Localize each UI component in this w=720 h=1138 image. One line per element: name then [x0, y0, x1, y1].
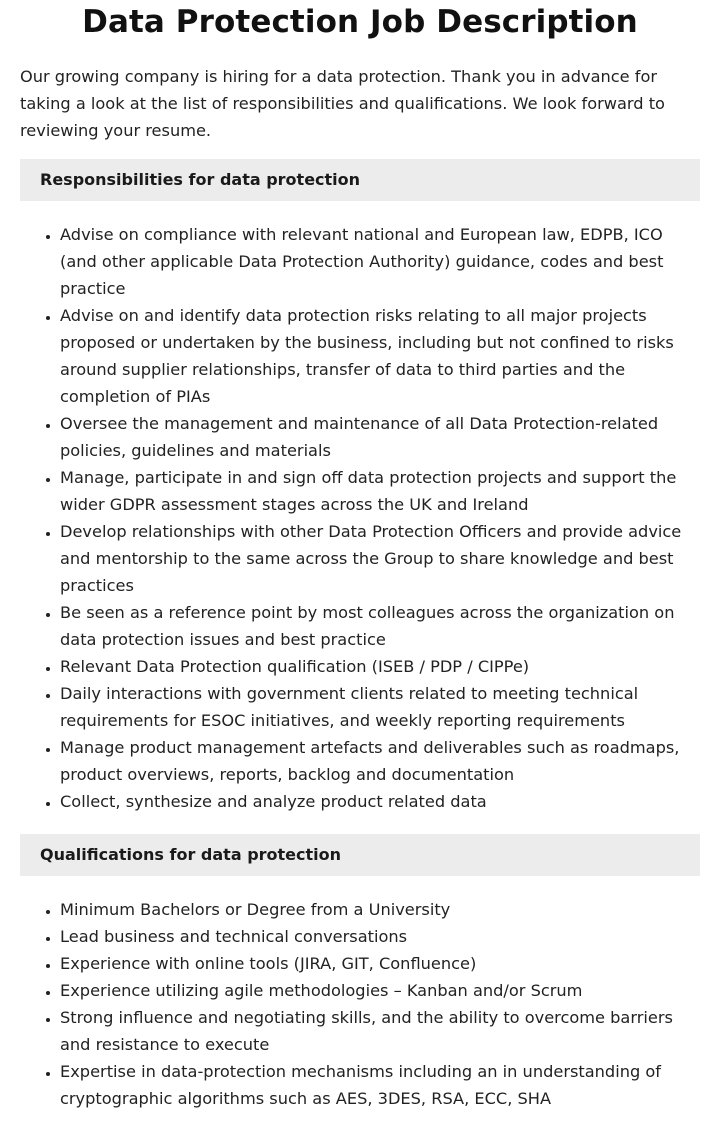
responsibility-item: • Manage, participate in and sign off data protection projects and support the wider GDPR assessment stages across the UK and Ireland [60, 464, 700, 518]
responsibility-item: • Relevant Data Protection qualification (ISEB / PDP / CIPPe) [60, 653, 700, 680]
qualification-item: • Experience utilizing agile methodologies – Kanban and/or Scrum [60, 977, 700, 1004]
qualification-item: • Strong influence and negotiating skills, and the ability to overcome barriers and resistance to execute [60, 1004, 700, 1058]
responsibility-item: • Daily interactions with government clients related to meeting technical requirements for ESOC initiatives, and weekly reporting requirements [60, 680, 700, 734]
intro-paragraph: Our growing company is hiring for a data protection. Thank you in advance for taking a look at the list of responsibilities and qualifications. We look forward to reviewing your resume. [20, 67, 665, 140]
responsibility-item: • Oversee the management and maintenance of all Data Protection-related policies, guidelines and materials [60, 410, 700, 464]
qualification-item: • Experience with online tools (JIRA, GIT, Confluence) [60, 950, 700, 977]
responsibility-item: • Collect, synthesize and analyze product related data [60, 788, 700, 815]
qualification-item: • Expertise in data-protection mechanisms including an in understanding of cryptographic algorithms such as AES, 3DES, RSA, ECC, SHA [60, 1058, 700, 1112]
qualifications-heading: Qualifications for data protection [20, 834, 700, 876]
qualification-item: • Minimum Bachelors or Degree from a University [60, 896, 700, 923]
responsibility-item: • Manage product management artefacts and deliverables such as roadmaps, product overviews, reports, backlog and documentation [60, 734, 700, 788]
responsibility-item: • Develop relationships with other Data Protection Officers and provide advice and mentorship to the same across the Group to share knowledge and best practices [60, 518, 700, 599]
responsibilities-list [20, 221, 700, 815]
responsibility-item: • Advise on compliance with relevant national and European law, EDPB, ICO (and other applicable Data Protection Authority) guidance, codes and best practice [60, 221, 700, 302]
responsibilities-heading: Responsibilities for data protection [20, 159, 700, 201]
qualification-item: • Lead business and technical conversations [60, 923, 700, 950]
responsibility-item: • Advise on and identify data protection risks relating to all major projects proposed or undertaken by the business, including but not confined to risks around supplier relationships, transfer of data to third parties and the completion of PIAs [60, 302, 700, 410]
responsibility-item: • Be seen as a reference point by most colleagues across the organization on data protection issues and best practice [60, 599, 700, 653]
page-title: Data Protection Job Description [82, 4, 638, 40]
qualifications-list [20, 896, 700, 1112]
